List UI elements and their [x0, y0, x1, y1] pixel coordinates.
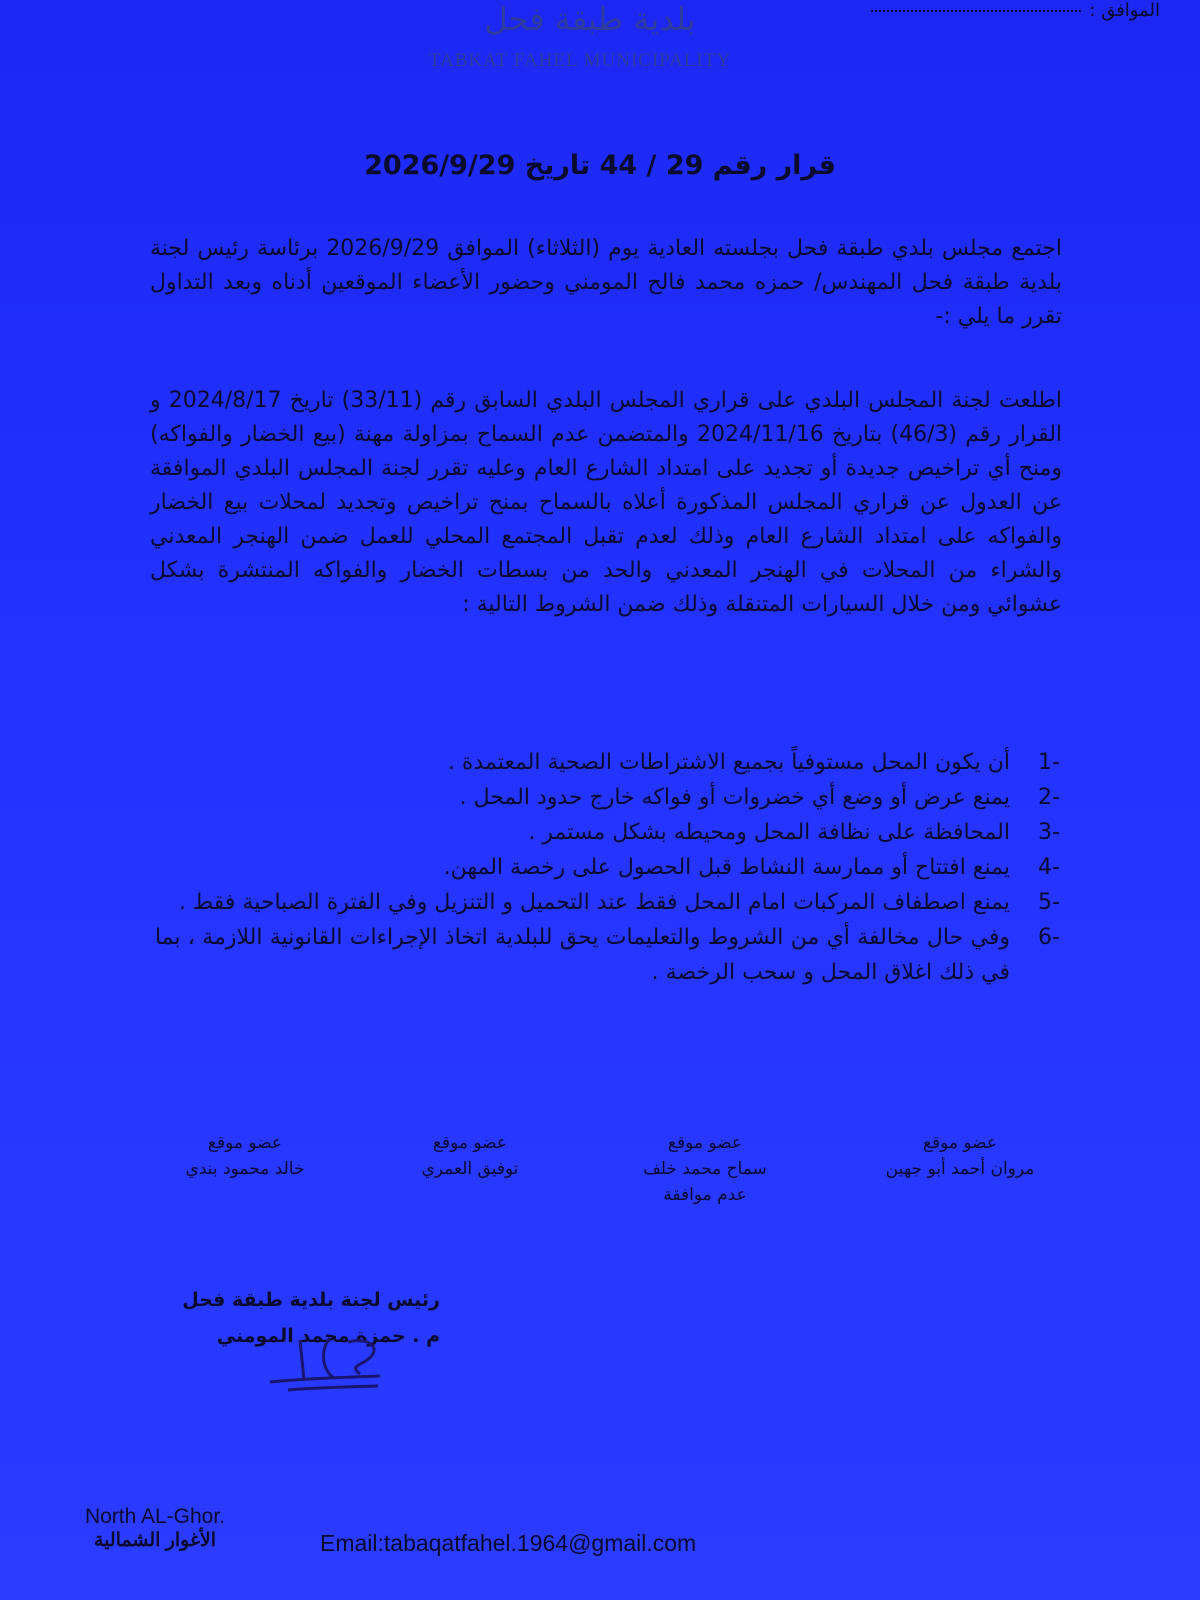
president-title: رئيس لجنة بلدية طبقة فحل	[182, 1289, 440, 1311]
condition-item	[155, 745, 1060, 780]
municipality-name-arabic: بلدية طبقة فحل	[484, 0, 696, 38]
member-note: عدم موافقة	[663, 1185, 747, 1205]
decision-title: قرار رقم 29 / 44 تاريخ 2026/9/29	[364, 150, 836, 181]
member-signature-block	[620, 1130, 790, 1208]
condition-item	[155, 850, 1060, 885]
condition-item	[155, 885, 1060, 920]
condition-number: -1	[1038, 750, 1060, 775]
member-name: خالد محمود بندي	[185, 1159, 305, 1179]
municipality-name-english: TABKAT FAHEL MUNICIPALITY	[428, 50, 732, 71]
region-arabic: الأغوار الشمالية	[93, 1530, 217, 1551]
member-name: مروان أحمد أبو جهين	[885, 1159, 1035, 1179]
condition-number: -2	[1038, 785, 1060, 810]
condition-item	[155, 815, 1060, 850]
condition-text: يمنع اصطفاف المركبات امام المحل فقط عند التحميل و التنزيل وفي الفترة الصباحية فقط .	[178, 890, 1010, 915]
member-role: عضو موقع	[667, 1133, 743, 1153]
decision-paragraph: اطلعت لجنة المجلس البلدي على قراري المجلس البلدي السابق رقم (33/11) تاريخ 2024/8/17 و القرار رقم (46/3) بتاريخ 2024/11/16 والمتضمن عدم السماح بمزاولة مهنة (بيع الخضار والفواكه) ومنح أي تراخيص جديدة أو تجديد على امتداد الشارع العام وعليه تقرر لجنة المجلس البلدي الموافقة عن العدول عن قراري المجلس المذكورة أعلاه بالسماح بمنح تراخيص وتجديد لمحلات بيع الخضار والفواكه على امتداد الشارع العام وذلك لعدم تقبل المجتمع المحلي للعمل ضمن الهنجر المعدني والشراء من المحلات في الهنجر المعدني والحد من بسطات الخضار والفواكه المنتشرة بشكل عشوائي ومن خلال السيارات المتنقلة وذلك ضمن الشروط التالية :	[150, 388, 1063, 617]
condition-text: المحافظة على نظافة المحل ومحيطه بشكل مستمر .	[528, 820, 1010, 845]
president-name: م . حمزة محمد المومني	[216, 1325, 440, 1347]
condition-number: -4	[1038, 855, 1060, 880]
condition-item	[155, 780, 1060, 815]
condition-number: -5	[1038, 890, 1060, 915]
condition-text: يمنع افتتاح أو ممارسة النشاط قبل الحصول على رخصة المهن.	[443, 855, 1010, 880]
member-name: توفيق العمري	[421, 1159, 519, 1179]
handwritten-signature	[260, 1330, 400, 1400]
condition-number: -6	[1038, 925, 1060, 950]
member-role: عضو موقع	[922, 1133, 998, 1153]
member-name: سماح محمد خلف	[643, 1159, 767, 1179]
conditions-list	[155, 745, 1060, 990]
condition-text: وفي حال مخالفة أي من الشروط والتعليمات يحق للبلدية اتخاذ الإجراءات القانونية اللازمة ، بما في ذلك اغلاق المحل و سحب الرخصة .	[155, 925, 1010, 985]
meeting-paragraph: اجتمع مجلس بلدي طبقة فحل بجلسته العادية يوم (الثلاثاء) الموافق 2026/9/29 برئاسة رئيس لجنة بلدية طبقة فحل المهندس/ حمزه محمد فالح المومني وحضور الأعضاء الموقعين أدناه وبعد التداول تقرر ما يلي :-	[150, 236, 1062, 329]
member-signature-block	[390, 1130, 550, 1182]
member-role: عضو موقع	[207, 1133, 283, 1153]
member-signature-block	[160, 1130, 330, 1182]
date-field-label: الموافق :	[1089, 0, 1160, 21]
signatories	[160, 1130, 1060, 1240]
condition-item	[155, 920, 1060, 990]
condition-text: أن يكون المحل مستوفياً بجميع الاشتراطات الصحية المعتمدة .	[447, 750, 1010, 775]
condition-text: يمنع عرض أو وضع أي خضروات أو فواكه خارج حدود المحل .	[459, 785, 1010, 810]
member-signature-block	[860, 1130, 1060, 1182]
region-english: North AL-Ghor.	[84, 1505, 226, 1528]
condition-number: -3	[1038, 820, 1060, 845]
footer-email: Email:tabaqatfahel.1964@gmail.com	[320, 1530, 697, 1556]
footer-region	[60, 1505, 250, 1552]
member-role: عضو موقع	[432, 1133, 508, 1153]
date-field-line	[871, 10, 1081, 12]
date-field	[860, 0, 1160, 22]
